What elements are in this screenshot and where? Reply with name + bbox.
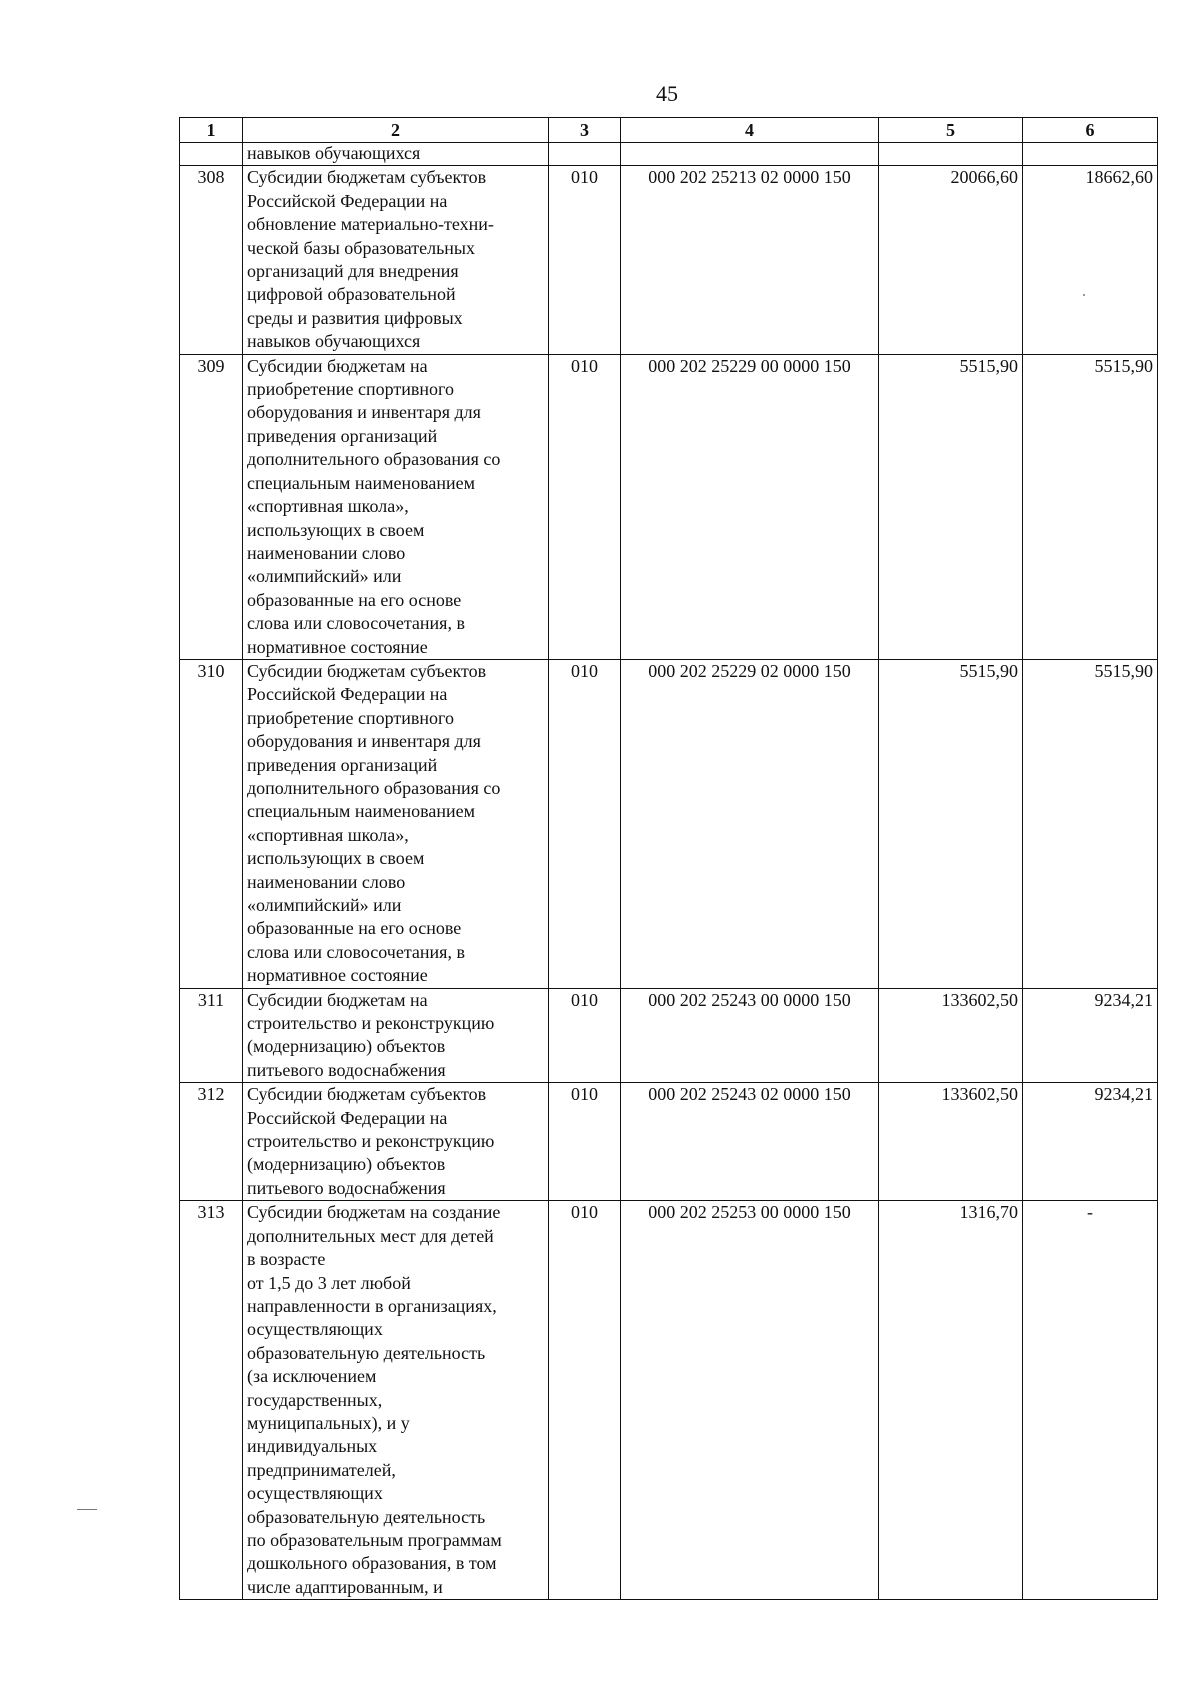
- page-number: 45: [656, 81, 678, 106]
- row-amount-col6: -: [1023, 1201, 1158, 1600]
- row-description: Субсидии бюджетам на приобретение спортивного оборудования и инвентаря для приведения организаций дополнительного образования со специальным наименованием «спортивная школа», использующих в своем наименовании слово «олимпийский» или образованные на его основе слова или словосочетания, в нормативное состояние: [243, 354, 549, 659]
- row-budget-code: 000 202 25243 02 0000 150: [621, 1083, 879, 1201]
- row-number: 310: [180, 659, 243, 988]
- row-amount-col5: 5515,90: [879, 659, 1023, 988]
- row-number: 312: [180, 1083, 243, 1201]
- row-amount-col6: 5515,90: [1023, 354, 1158, 659]
- row-amount-col5: [879, 143, 1023, 166]
- row-amount-col5: 20066,60: [879, 166, 1023, 354]
- column-header-6: 6: [1023, 118, 1158, 143]
- row-admin-code: 010: [549, 1201, 621, 1600]
- row-description: навыков обучающихся: [243, 143, 549, 166]
- row-number: 313: [180, 1201, 243, 1600]
- row-admin-code: 010: [549, 988, 621, 1083]
- row-description: Субсидии бюджетам на создание дополнительных мест для детей в возрасте от 1,5 до 3 лет любой направленности в организациях, осуществляющих образовательную деятельность (за исключением государственных, муниципальных), и у индивидуальных предпринимателей, осуществляющих образовательную деятельность по образовательным программам дошкольного образования, в том числе адаптированным, и: [243, 1201, 549, 1600]
- row-budget-code: 000 202 25253 00 0000 150: [621, 1201, 879, 1600]
- row-amount-col6: [1023, 143, 1158, 166]
- row-budget-code: [621, 143, 879, 166]
- row-description: Субсидии бюджетам на строительство и реконструкцию (модернизацию) объектов питьевого водоснабжения: [243, 988, 549, 1083]
- row-budget-code: 000 202 25243 00 0000 150: [621, 988, 879, 1083]
- continuation-row: [180, 143, 1158, 166]
- scan-artifact-dot: [1083, 294, 1085, 296]
- row-amount-col6: 9234,21: [1023, 988, 1158, 1083]
- row-description: Субсидии бюджетам субъектов Российской Федерации на обновление материально-техни- ческой базы образовательных организаций для внедрения цифровой образовательной среды и развития цифровых навыков обучающихся: [243, 166, 549, 354]
- column-header-4: 4: [621, 118, 879, 143]
- row-budget-code: 000 202 25229 02 0000 150: [621, 659, 879, 988]
- table-row: [180, 1201, 1158, 1600]
- row-number: 309: [180, 354, 243, 659]
- table-row: [180, 166, 1158, 354]
- column-header-5: 5: [879, 118, 1023, 143]
- row-amount-col5: 5515,90: [879, 354, 1023, 659]
- row-admin-code: 010: [549, 166, 621, 354]
- row-admin-code: [549, 143, 621, 166]
- row-admin-code: 010: [549, 659, 621, 988]
- scan-artifact-mark: [77, 1509, 97, 1510]
- table-row: [180, 988, 1158, 1083]
- row-description: Субсидии бюджетам субъектов Российской Федерации на строительство и реконструкцию (модернизацию) объектов питьевого водоснабжения: [243, 1083, 549, 1201]
- table-row: [180, 1083, 1158, 1201]
- column-header-2: 2: [243, 118, 549, 143]
- row-number: 311: [180, 988, 243, 1083]
- row-number: [180, 143, 243, 166]
- budget-table: [179, 117, 1158, 1600]
- column-header-3: 3: [549, 118, 621, 143]
- row-number: 308: [180, 166, 243, 354]
- column-header-1: 1: [180, 118, 243, 143]
- row-budget-code: 000 202 25229 00 0000 150: [621, 354, 879, 659]
- row-budget-code: 000 202 25213 02 0000 150: [621, 166, 879, 354]
- table-header-row: [180, 118, 1158, 143]
- row-description: Субсидии бюджетам субъектов Российской Федерации на приобретение спортивного оборудования и инвентаря для приведения организаций дополнительного образования со специальным наименованием «спортивная школа», использующих в своем наименовании слово «олимпийский» или образованные на его основе слова или словосочетания, в нормативное состояние: [243, 659, 549, 988]
- table-row: [180, 659, 1158, 988]
- row-amount-col5: 133602,50: [879, 988, 1023, 1083]
- row-amount-col6: 18662,60: [1023, 166, 1158, 354]
- row-admin-code: 010: [549, 1083, 621, 1201]
- row-amount-col5: 133602,50: [879, 1083, 1023, 1201]
- row-amount-col5: 1316,70: [879, 1201, 1023, 1600]
- row-amount-col6: 9234,21: [1023, 1083, 1158, 1201]
- row-admin-code: 010: [549, 354, 621, 659]
- table-row: [180, 354, 1158, 659]
- row-amount-col6: 5515,90: [1023, 659, 1158, 988]
